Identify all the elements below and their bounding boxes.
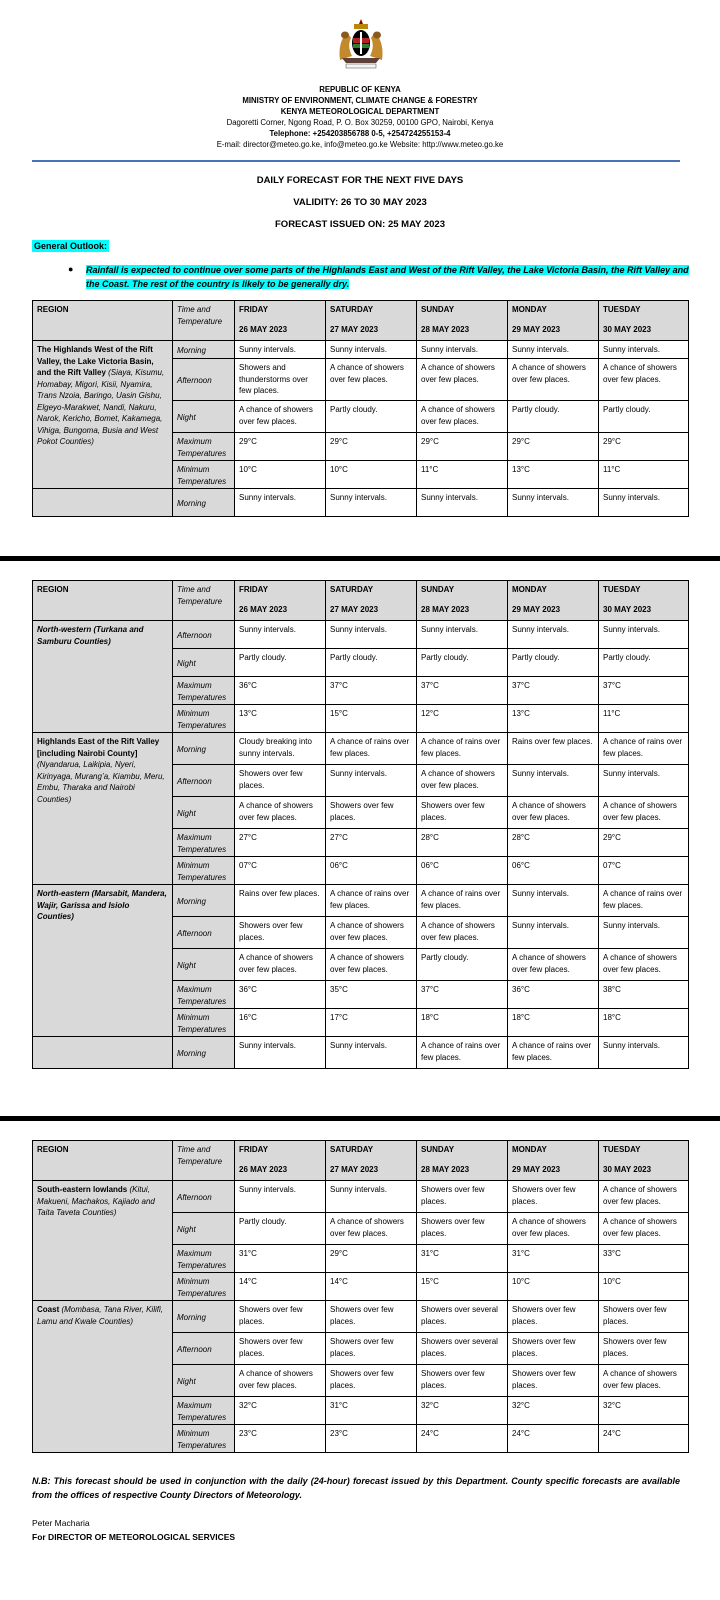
table-row [33, 1301, 689, 1333]
forecast-cell: 13°C [508, 461, 599, 489]
forecast-cell: 17°C [326, 1009, 417, 1037]
forecast-cell: 29°C [599, 433, 689, 461]
forecast-cell: A chance of showers over few places. [235, 949, 326, 981]
forecast-cell: 12°C [417, 705, 508, 733]
period-label: Afternoon [173, 917, 235, 949]
forecast-cell: Sunny intervals. [235, 621, 326, 649]
forecast-cell: 37°C [508, 677, 599, 705]
forecast-cell: 06°C [326, 857, 417, 885]
signatory-name: Peter Macharia [32, 1518, 90, 1528]
forecast-cell: Rains over few places. [235, 885, 326, 917]
forecast-cell: 36°C [235, 677, 326, 705]
forecast-cell: Partly cloudy. [326, 401, 417, 433]
forecast-cell: 36°C [235, 981, 326, 1009]
period-label: Morning [173, 1037, 235, 1069]
forecast-cell: A chance of showers over few places. [235, 1365, 326, 1397]
day-name: MONDAY [512, 585, 547, 594]
forecast-cell: Partly cloudy. [235, 649, 326, 677]
forecast-cell: Sunny intervals. [508, 621, 599, 649]
table-row [33, 621, 689, 649]
period-label: Night [173, 401, 235, 433]
forecast-cell: Cloudy breaking into sunny intervals. [235, 733, 326, 765]
forecast-cell: A chance of showers over few places. [599, 1365, 689, 1397]
day-date: 26 MAY 2023 [239, 604, 288, 614]
region-counties: (Nyandarua, Laikipia, Nyeri, Kirinyaga, Murang’a, Kiambu, Meru, Embu, Tharaka and Nairobi Counties) [37, 760, 165, 804]
forecast-cell: 31°C [235, 1245, 326, 1273]
forecast-cell: Showers over few places. [508, 1301, 599, 1333]
period-label: Afternoon [173, 621, 235, 649]
forecast-cell: 18°C [417, 1009, 508, 1037]
period-label: Minimum Temperatures [173, 857, 235, 885]
forecast-table-page-3 [32, 1140, 689, 1453]
forecast-cell: 28°C [417, 829, 508, 857]
forecast-cell: 37°C [599, 677, 689, 705]
period-label: Night [173, 797, 235, 829]
forecast-cell: A chance of showers over few places. [326, 1213, 417, 1245]
forecast-cell: 29°C [235, 433, 326, 461]
column-header-day [508, 581, 599, 621]
forecast-cell: 29°C [599, 829, 689, 857]
period-label: Morning [173, 1301, 235, 1333]
forecast-cell: 36°C [508, 981, 599, 1009]
period-label: Morning [173, 489, 235, 517]
forecast-cell: Showers over few places. [417, 797, 508, 829]
forecast-cell: A chance of rains over few places. [599, 885, 689, 917]
forecast-cell: 10°C [508, 1273, 599, 1301]
forecast-cell: A chance of showers over few places. [417, 359, 508, 401]
column-header-day [326, 301, 417, 341]
column-header-time-temperature: Time and Temperature [173, 581, 235, 621]
region-name: South-eastern lowlands [37, 1185, 128, 1194]
column-header-day [326, 581, 417, 621]
forecast-cell: Showers over few places. [599, 1301, 689, 1333]
forecast-cell: Sunny intervals. [599, 765, 689, 797]
forecast-cell: 37°C [326, 677, 417, 705]
period-label: Minimum Temperatures [173, 705, 235, 733]
page-break-divider [0, 556, 720, 561]
day-name: SUNDAY [421, 585, 455, 594]
forecast-cell: Showers over few places. [326, 1333, 417, 1365]
forecast-cell: 11°C [599, 705, 689, 733]
day-name: FRIDAY [239, 305, 269, 314]
day-name: TUESDAY [603, 305, 641, 314]
forecast-cell: 24°C [599, 1425, 689, 1453]
bullet-icon: ● [68, 264, 74, 274]
forecast-cell: A chance of showers over few places. [508, 949, 599, 981]
forecast-cell: Partly cloudy. [235, 1213, 326, 1245]
forecast-cell: 31°C [508, 1245, 599, 1273]
forecast-cell: Sunny intervals. [417, 489, 508, 517]
forecast-cell: Sunny intervals. [326, 341, 417, 359]
postal-address: Dagoretti Corner, Ngong Road, P. O. Box 30259, 00100 GPO, Nairobi, Kenya [226, 118, 494, 127]
forecast-cell: Sunny intervals. [417, 341, 508, 359]
forecast-cell: 29°C [326, 1245, 417, 1273]
region-cell [33, 1181, 173, 1301]
forecast-cell: 32°C [417, 1397, 508, 1425]
period-label: Night [173, 649, 235, 677]
column-header-region: REGION [33, 1141, 173, 1181]
forecast-cell: A chance of showers over few places. [417, 401, 508, 433]
forecast-cell: A chance of rains over few places. [417, 733, 508, 765]
forecast-cell: 37°C [417, 677, 508, 705]
forecast-cell: Showers over several places. [417, 1333, 508, 1365]
forecast-cell: A chance of showers over few places. [599, 797, 689, 829]
forecast-cell: Sunny intervals. [235, 1181, 326, 1213]
day-date: 30 MAY 2023 [603, 604, 652, 614]
forecast-cell: 14°C [235, 1273, 326, 1301]
forecast-cell: A chance of rains over few places. [417, 885, 508, 917]
forecast-cell: 06°C [417, 857, 508, 885]
forecast-cell: 24°C [508, 1425, 599, 1453]
forecast-cell: Sunny intervals. [508, 489, 599, 517]
issued-line: FORECAST ISSUED ON: 25 MAY 2023 [275, 219, 445, 230]
day-name: SATURDAY [330, 1145, 374, 1154]
forecast-cell: 14°C [326, 1273, 417, 1301]
forecast-cell: 11°C [599, 461, 689, 489]
column-header-day [235, 1141, 326, 1181]
ministry-name: MINISTRY OF ENVIRONMENT, CLIMATE CHANGE & FORESTRY [242, 96, 478, 105]
forecast-cell: Sunny intervals. [599, 1037, 689, 1069]
forecast-cell: Sunny intervals. [508, 917, 599, 949]
forecast-cell: 10°C [599, 1273, 689, 1301]
forecast-cell: Showers over few places. [599, 1333, 689, 1365]
forecast-cell: Showers over few places. [417, 1181, 508, 1213]
document-title: DAILY FORECAST FOR THE NEXT FIVE DAYS [256, 175, 464, 186]
forecast-cell: A chance of showers over few places. [326, 917, 417, 949]
region-name: The Highlands West of the Rift Valley, the Lake Victoria Basin, and the Rift Valley [37, 345, 154, 377]
period-label: Minimum Temperatures [173, 461, 235, 489]
day-date: 29 MAY 2023 [512, 1164, 561, 1174]
table-header-row [33, 581, 689, 621]
column-header-day [417, 301, 508, 341]
forecast-cell: Sunny intervals. [508, 765, 599, 797]
forecast-cell: Sunny intervals. [235, 489, 326, 517]
forecast-cell: Showers over few places. [326, 797, 417, 829]
column-header-time-temperature: Time and Temperature [173, 301, 235, 341]
forecast-cell: Showers over few places. [508, 1181, 599, 1213]
forecast-cell: Sunny intervals. [599, 621, 689, 649]
forecast-cell: Sunny intervals. [326, 765, 417, 797]
forecast-cell: 32°C [599, 1397, 689, 1425]
day-name: MONDAY [512, 1145, 547, 1154]
period-label: Night [173, 1213, 235, 1245]
validity-line: VALIDITY: 26 TO 30 MAY 2023 [293, 197, 427, 208]
forecast-cell: 32°C [235, 1397, 326, 1425]
forecast-cell: Showers over few places. [235, 917, 326, 949]
forecast-cell: Sunny intervals. [235, 1037, 326, 1069]
forecast-cell: Partly cloudy. [417, 949, 508, 981]
day-name: MONDAY [512, 305, 547, 314]
forecast-cell: 18°C [599, 1009, 689, 1037]
forecast-cell: Sunny intervals. [599, 489, 689, 517]
region-name: North-eastern (Marsabit, Mandera, Wajir, Garissa and Isiolo Counties) [37, 889, 167, 921]
region-cell [33, 621, 173, 733]
day-name: FRIDAY [239, 1145, 269, 1154]
forecast-cell: Showers over several places. [417, 1301, 508, 1333]
forecast-cell: 29°C [417, 433, 508, 461]
period-label: Morning [173, 733, 235, 765]
table-row [33, 885, 689, 917]
column-header-region: REGION [33, 301, 173, 341]
forecast-cell: A chance of showers over few places. [326, 359, 417, 401]
forecast-cell: 31°C [326, 1397, 417, 1425]
forecast-cell: Partly cloudy. [326, 649, 417, 677]
day-date: 27 MAY 2023 [330, 604, 379, 614]
forecast-cell: Partly cloudy. [508, 649, 599, 677]
period-label: Afternoon [173, 765, 235, 797]
email-website-line: E-mail: director@meteo.go.ke, info@meteo.go.ke Website: http://www.meteo.go.ke [216, 140, 504, 149]
forecast-cell: 23°C [235, 1425, 326, 1453]
period-label: Morning [173, 885, 235, 917]
forecast-cell: A chance of showers over few places. [235, 797, 326, 829]
table-row [33, 1181, 689, 1213]
region-cell-empty [33, 1037, 173, 1069]
forecast-cell: 38°C [599, 981, 689, 1009]
period-label: Minimum Temperatures [173, 1273, 235, 1301]
region-name: North-western (Turkana and Samburu Counties) [37, 625, 144, 646]
forecast-cell: A chance of rains over few places. [326, 885, 417, 917]
region-name: Coast [37, 1305, 60, 1314]
letterhead [0, 84, 720, 150]
forecast-cell: A chance of showers over few places. [417, 765, 508, 797]
forecast-cell: Sunny intervals. [417, 621, 508, 649]
day-name: FRIDAY [239, 585, 269, 594]
table-header-row [33, 301, 689, 341]
kenya-coat-of-arms-emblem [332, 18, 390, 70]
forecast-cell: 10°C [235, 461, 326, 489]
forecast-cell: Sunny intervals. [508, 341, 599, 359]
table-row-continued [33, 1037, 689, 1069]
region-counties: (Mombasa, Tana River, Kilifi, Lamu and Kwale Counties) [37, 1305, 163, 1326]
telephone-line: Telephone: +254203856788 0-5, +254724255153-4 [269, 129, 451, 138]
column-header-region: REGION [33, 581, 173, 621]
period-label: Maximum Temperatures [173, 981, 235, 1009]
day-name: TUESDAY [603, 1145, 641, 1154]
region-cell [33, 733, 173, 885]
forecast-cell: Showers over few places. [235, 1333, 326, 1365]
forecast-cell: 23°C [326, 1425, 417, 1453]
forecast-cell: Showers over few places. [508, 1333, 599, 1365]
forecast-cell: 29°C [508, 433, 599, 461]
page-break-divider [0, 1116, 720, 1121]
period-label: Minimum Temperatures [173, 1425, 235, 1453]
forecast-cell: A chance of showers over few places. [417, 917, 508, 949]
forecast-cell: A chance of rains over few places. [599, 733, 689, 765]
forecast-cell: 15°C [326, 705, 417, 733]
forecast-cell: 13°C [508, 705, 599, 733]
department-name: KENYA METEOROLOGICAL DEPARTMENT [280, 107, 440, 116]
signatory-title: For DIRECTOR OF METEOROLOGICAL SERVICES [32, 1532, 236, 1542]
forecast-cell: 28°C [508, 829, 599, 857]
region-counties: (Kitui, Makueni, Machakos, Kajiado and Taita Taveta Counties) [37, 1185, 155, 1217]
day-date: 28 MAY 2023 [421, 324, 470, 334]
table-row [33, 733, 689, 765]
day-name: SATURDAY [330, 305, 374, 314]
day-date: 28 MAY 2023 [421, 1164, 470, 1174]
column-header-day [599, 1141, 689, 1181]
day-date: 26 MAY 2023 [239, 324, 288, 334]
period-label: Maximum Temperatures [173, 1245, 235, 1273]
forecast-cell: A chance of showers over few places. [599, 1181, 689, 1213]
forecast-cell: 07°C [235, 857, 326, 885]
forecast-cell: A chance of showers over few places. [508, 1213, 599, 1245]
forecast-cell: 35°C [326, 981, 417, 1009]
general-outlook-text [86, 263, 690, 291]
forecast-cell: 13°C [235, 705, 326, 733]
forecast-cell: 33°C [599, 1245, 689, 1273]
column-header-day [235, 581, 326, 621]
forecast-cell: 29°C [326, 433, 417, 461]
forecast-cell: Sunny intervals. [326, 489, 417, 517]
period-label: Minimum Temperatures [173, 1009, 235, 1037]
region-cell [33, 885, 173, 1037]
letterhead-divider [32, 160, 680, 162]
forecast-cell: 31°C [417, 1245, 508, 1273]
forecast-cell: 24°C [417, 1425, 508, 1453]
column-header-day [508, 301, 599, 341]
forecast-cell: Sunny intervals. [235, 341, 326, 359]
period-label: Afternoon [173, 1181, 235, 1213]
table-row-continued [33, 489, 689, 517]
day-date: 27 MAY 2023 [330, 1164, 379, 1174]
forecast-cell: 11°C [417, 461, 508, 489]
column-header-day [417, 581, 508, 621]
forecast-cell: 07°C [599, 857, 689, 885]
forecast-cell: Partly cloudy. [417, 649, 508, 677]
forecast-cell: Showers and thunderstorms over few places. [235, 359, 326, 401]
period-label: Night [173, 1365, 235, 1397]
forecast-cell: Sunny intervals. [599, 341, 689, 359]
column-header-day [599, 301, 689, 341]
forecast-cell: Sunny intervals. [326, 621, 417, 649]
forecast-table-page-2 [32, 580, 689, 1069]
forecast-cell: 27°C [326, 829, 417, 857]
forecast-cell: 32°C [508, 1397, 599, 1425]
forecast-cell: Showers over few places. [326, 1365, 417, 1397]
forecast-cell: A chance of rains over few places. [417, 1037, 508, 1069]
column-header-time-temperature: Time and Temperature [173, 1141, 235, 1181]
day-date: 28 MAY 2023 [421, 604, 470, 614]
region-cell-empty [33, 489, 173, 517]
column-header-day [235, 301, 326, 341]
day-date: 29 MAY 2023 [512, 604, 561, 614]
column-header-day [599, 581, 689, 621]
forecast-cell: 06°C [508, 857, 599, 885]
day-name: SATURDAY [330, 585, 374, 594]
period-label: Night [173, 949, 235, 981]
period-label: Maximum Temperatures [173, 1397, 235, 1425]
forecast-cell: A chance of showers over few places. [599, 359, 689, 401]
forecast-table-page-1 [32, 300, 689, 517]
day-date: 29 MAY 2023 [512, 324, 561, 334]
forecast-cell: Partly cloudy. [599, 649, 689, 677]
forecast-cell: A chance of showers over few places. [508, 359, 599, 401]
day-date: 27 MAY 2023 [330, 324, 379, 334]
column-header-day [326, 1141, 417, 1181]
forecast-cell: 18°C [508, 1009, 599, 1037]
day-name: SUNDAY [421, 305, 455, 314]
forecast-cell: A chance of rains over few places. [326, 733, 417, 765]
forecast-cell: Showers over few places. [326, 1301, 417, 1333]
forecast-cell: Showers over few places. [508, 1365, 599, 1397]
forecast-cell: Rains over few places. [508, 733, 599, 765]
forecast-cell: A chance of showers over few places. [599, 949, 689, 981]
forecast-cell: 15°C [417, 1273, 508, 1301]
day-date: 26 MAY 2023 [239, 1164, 288, 1174]
country-name: REPUBLIC OF KENYA [319, 85, 401, 94]
forecast-cell: Partly cloudy. [508, 401, 599, 433]
column-header-day [508, 1141, 599, 1181]
forecast-cell: A chance of rains over few places. [508, 1037, 599, 1069]
general-outlook-label: General Outlook: [34, 241, 108, 251]
table-row [33, 341, 689, 359]
forecast-cell: Showers over few places. [417, 1213, 508, 1245]
region-cell [33, 341, 173, 489]
period-label: Maximum Temperatures [173, 829, 235, 857]
column-header-day [417, 1141, 508, 1181]
forecast-cell: A chance of showers over few places. [326, 949, 417, 981]
day-date: 30 MAY 2023 [603, 324, 652, 334]
period-label: Maximum Temperatures [173, 433, 235, 461]
region-name: Highlands East of the Rift Valley [including Nairobi County] [37, 737, 160, 758]
day-name: TUESDAY [603, 585, 641, 594]
forecast-cell: 37°C [417, 981, 508, 1009]
forecast-cell: A chance of showers over few places. [508, 797, 599, 829]
forecast-cell: Showers over few places. [417, 1365, 508, 1397]
forecast-cell: 16°C [235, 1009, 326, 1037]
forecast-cell: A chance of showers over few places. [599, 1213, 689, 1245]
forecast-cell: A chance of showers over few places. [235, 401, 326, 433]
forecast-cell: Sunny intervals. [326, 1037, 417, 1069]
forecast-cell: Sunny intervals. [326, 1181, 417, 1213]
region-cell [33, 1301, 173, 1453]
forecast-cell: Sunny intervals. [599, 917, 689, 949]
forecast-cell: Partly cloudy. [599, 401, 689, 433]
day-date: 30 MAY 2023 [603, 1164, 652, 1174]
table-header-row [33, 1141, 689, 1181]
forecast-cell: Sunny intervals. [508, 885, 599, 917]
forecast-note: N.B: This forecast should be used in conjunction with the daily (24-hour) forecast issued by this Department. County specific forecasts are available from the offices of respective County Directors of Meteorology. [32, 1476, 680, 1500]
general-outlook-highlight: Rainfall is expected to continue over some parts of the Highlands East and West of the Rift Valley, the Lake Victoria Basin, the Rift Valley and the Coast. The rest of the country is likely to be generally dry. [86, 265, 689, 289]
forecast-cell: 27°C [235, 829, 326, 857]
period-label: Morning [173, 341, 235, 359]
forecast-cell: Showers over few places. [235, 1301, 326, 1333]
period-label: Afternoon [173, 1333, 235, 1365]
day-name: SUNDAY [421, 1145, 455, 1154]
period-label: Afternoon [173, 359, 235, 401]
forecast-cell: Showers over few places. [235, 765, 326, 797]
period-label: Maximum Temperatures [173, 677, 235, 705]
forecast-cell: 10°C [326, 461, 417, 489]
region-counties: (Siaya, Kisumu, Homabay, Migori, Kisii, Nyamira, Trans Nzoia, Baringo, Uasin Gishu, Elgeyo-Marakwet, Nandi, Nakuru, Narok, Kericho, Bomet, Kakamega, Vihiga, Bungoma, Busia and West Pokot Counties) [37, 368, 165, 446]
